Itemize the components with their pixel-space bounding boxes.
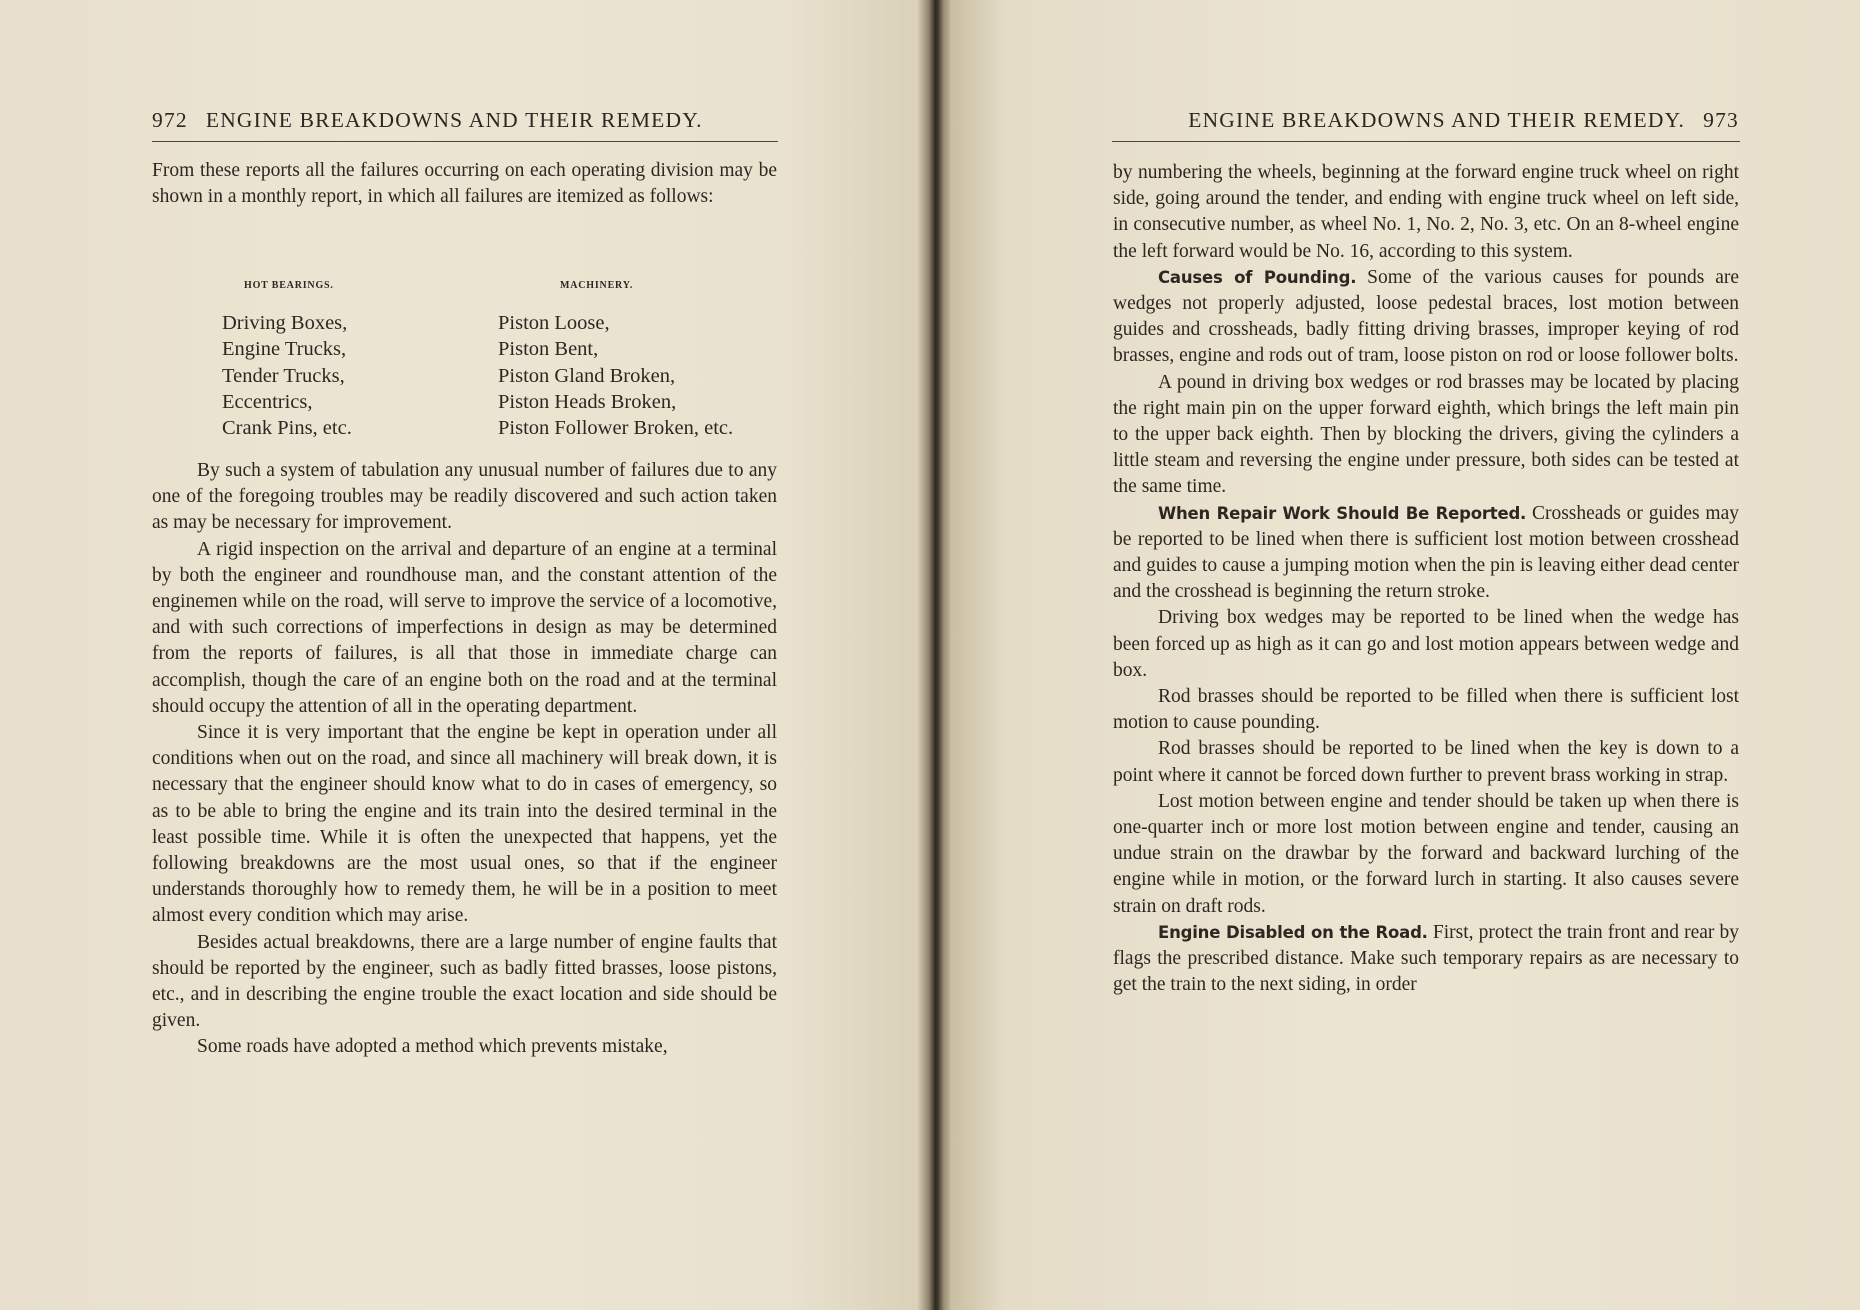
body-paragraph: Rod brasses should be reported to be lined when the key is down to a point where it cannot be forced down further to prevent brass working in strap. [1113,738,1739,786]
right-running-head [1135,108,1739,133]
machinery-header: MACHINERY. [560,280,634,291]
disabled-paragraph [1113,920,1739,999]
hot-bearings-header: HOT BEARINGS. [244,280,334,291]
body-paragraph: A pound in driving box wedges or rod brasses may be located by placing the right main pin on the upper forward eighth, which brings the left main pin to the upper back eighth. Then by blocking the drivers, giving the cylinders a little steam and reversing the engine under pressure, both sides can be tested at the same time. [1113,371,1739,498]
table-item: Piston Follower Broken, etc. [498,417,734,440]
right-page-number: 973 [1703,108,1739,132]
table-item: Tender Trucks, [222,364,345,387]
body-paragraph: Some roads have adopted a method which prevents mistake, [197,1036,668,1058]
table-item: Engine Trucks, [222,338,347,361]
table-item: Eccentrics, [222,390,313,413]
right-body [1113,160,1739,999]
hot-bearings-column [222,273,352,441]
left-intro [152,158,777,210]
table-item: Crank Pins, etc. [222,417,352,440]
body-paragraph: A rigid inspection on the arrival and departure of an engine at a terminal by both the engineer and roundhouse man, and the constant attention of the enginemen while on the road, will serve to improve the service of a locomotive, and with such corrections of imperfections in design as may be determined from the reports of failures, is all that those in immediate charge can accomplish, though the care of an engine both on the road and at the terminal should occupy the attention of all in the operating department. [152,538,777,717]
body-paragraph: Lost motion between engine and tender should be taken up when there is one-quarter inch or more lost motion between engine and tender, causing an undue strain on the drawbar by the forward and backward lurching of the engine while in motion, or the forward lurch in starting. It also causes severe strain on draft rods. [1113,790,1739,917]
body-paragraph: By such a system of tabulation any unusual number of failures due to any one of the foregoing troubles may be readily discovered and such action taken as may be necessary for improvement. [152,460,777,534]
left-page [0,0,922,1310]
left-running-title: ENGINE BREAKDOWNS AND THEIR REMEDY. [205,108,703,132]
pounding-heading: Causes of Pounding. [1158,267,1357,287]
repair-text: Crossheads or guides may be reported to be lined when there is sufficient lost motion between crosshead and guides to cause a jumping motion when the pin is leaving either dead center and the crosshead is beginning the return stroke. [1113,502,1739,603]
repair-heading: When Repair Work Should Be Reported. [1158,503,1527,523]
left-body [152,458,777,1061]
left-running-head [152,108,778,133]
body-paragraph: Since it is very important that the engine be kept in operation under all conditions when out on the road, and since all machinery will break down, it is necessary that the engineer should know what to do in cases of emergency, so as to be able to bring the engine and its train into the desired terminal in the least possible time. While it is often the unexpected that happens, yet the following breakdowns are the most usual ones, so that if the engineer understands thoroughly how to remedy them, he will be in a position to meet almost every condition which may arise. [152,722,777,927]
table-item: Piston Gland Broken, [498,364,676,387]
table-item: Piston Bent, [498,338,599,361]
right-running-title: ENGINE BREAKDOWNS AND THEIR REMEDY. [1188,108,1686,132]
body-paragraph: Driving box wedges may be reported to be lined when the wedge has been forced up as high as it can go and lost motion appears between wedge and box. [1113,607,1739,681]
table-item: Piston Loose, [498,312,610,335]
body-paragraph: Rod brasses should be reported to be filled when there is sufficient lost motion to cause pounding. [1113,686,1739,734]
disabled-text: First, protect the train front and rear by flags the prescribed distance. Make such temporary repairs as are necessary to get the train to the next siding, in order [1113,921,1739,996]
table-item: Driving Boxes, [222,312,348,335]
continuation-paragraph: by numbering the wheels, beginning at the forward engine truck wheel on right side, going around the tender, and ending with engine truck wheel on left side, in consecutive number, as wheel No. 1, No. 2, No. 3, etc. On an 8-wheel engine the left forward would be No. 16, according to this system. [1113,162,1739,262]
machinery-column [498,273,733,441]
body-paragraph: Besides actual breakdowns, there are a large number of engine faults that should be reported by the engineer, such as badly fitted brasses, loose pistons, etc., and in describing the engine trouble the exact location and side should be given. [152,931,777,1032]
book-gutter [918,0,954,1310]
disabled-heading: Engine Disabled on the Road. [1158,922,1428,942]
intro-paragraph: From these reports all the failures occurring on each operating division may be shown in a monthly report, in which all failures are itemized as follows: [152,160,777,208]
right-header-rule [1112,141,1740,142]
left-page-number: 972 [152,108,188,132]
left-header-rule [152,141,778,142]
pounding-paragraph [1113,265,1739,370]
table-item: Piston Heads Broken, [498,390,677,413]
repair-paragraph [1113,501,1739,606]
pounding-text: Some of the various causes for pounds are wedges not properly adjusted, loose pedestal braces, lost motion between guides and crossheads, badly fitting driving brasses, improper keying of rod brasses, engine and rods out of tram, loose piston on rod or loose follower bolts. [1113,266,1739,367]
